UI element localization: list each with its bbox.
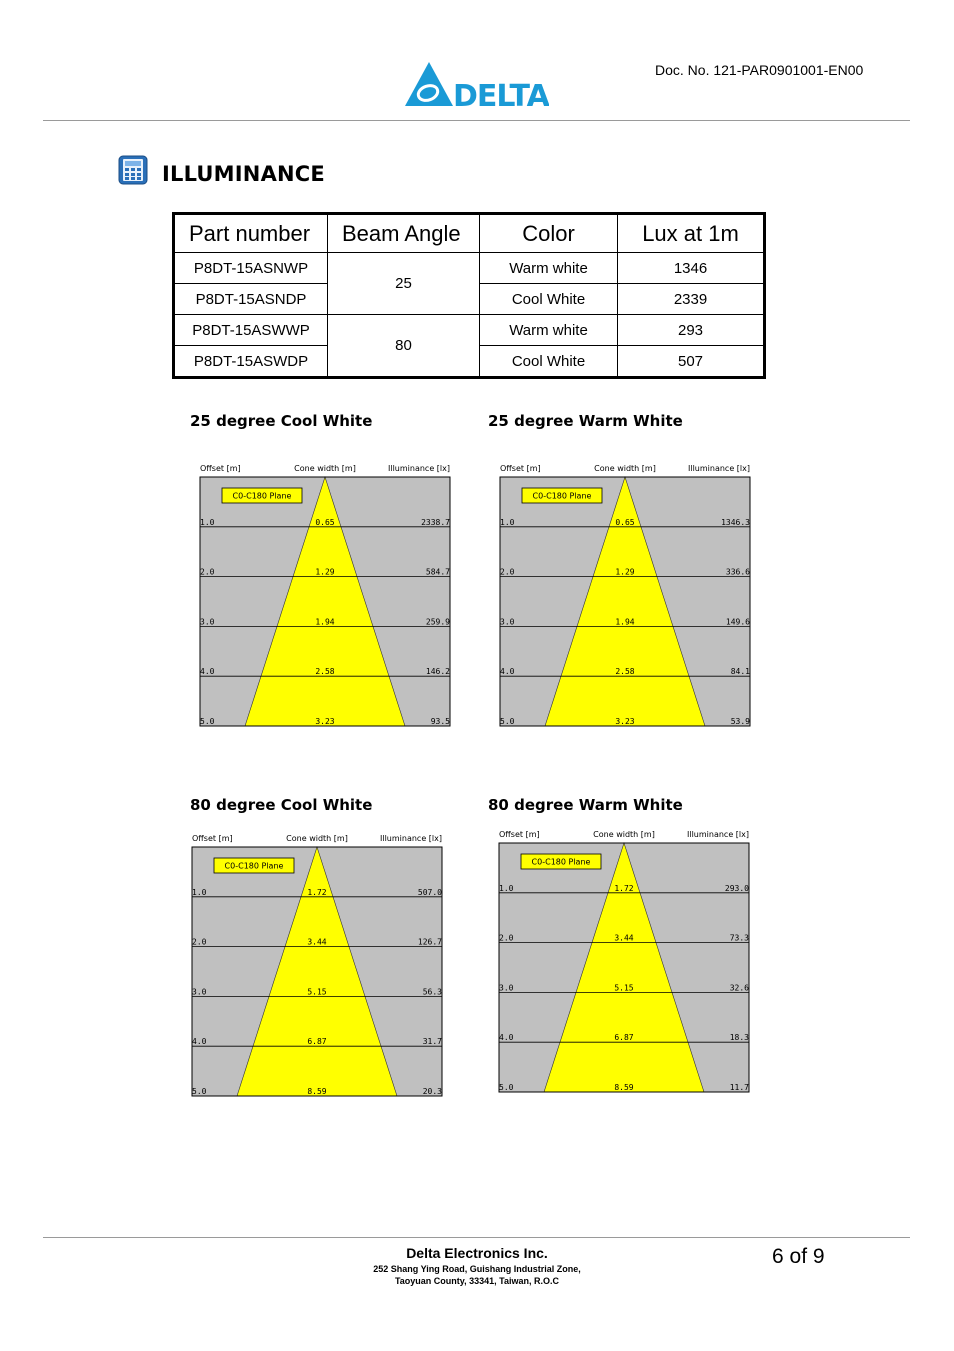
plane-label: C0-C180 Plane	[232, 491, 292, 501]
illuminance-header: Illuminance [lx]	[687, 830, 749, 839]
header-beam-angle: Beam Angle	[328, 214, 480, 253]
illuminance-label: 507.0	[417, 887, 442, 897]
cone-width-label: 5.15	[307, 987, 327, 997]
cone-diagram	[498, 460, 754, 728]
color-cell: Warm white	[480, 315, 618, 346]
illuminance-header: Illuminance [lx]	[688, 464, 750, 473]
plane-label: C0-C180 Plane	[531, 857, 591, 867]
illuminance-label: 149.6	[725, 617, 750, 627]
offset-label: 4.0	[200, 667, 215, 677]
cone-width-label: 1.72	[614, 883, 634, 893]
offset-label: 5.0	[200, 717, 215, 726]
diagram-caption: 80 degree Warm White	[488, 796, 683, 814]
illuminance-label: 146.2	[425, 667, 450, 677]
offset-label: 1.0	[500, 517, 515, 527]
offset-header: Offset [m]	[200, 464, 241, 473]
delta-logo	[403, 60, 549, 110]
header-divider	[43, 120, 910, 121]
cone-width-header: Cone width [m]	[286, 834, 348, 843]
document-number: Doc. No. 121-PAR0901001-EN00	[655, 62, 864, 78]
page-number: 6 of 9	[772, 1245, 825, 1268]
illuminance-label: 18.3	[729, 1033, 749, 1043]
offset-label: 1.0	[200, 517, 215, 527]
offset-label: 2.0	[192, 937, 207, 947]
cone-width-label: 1.72	[307, 887, 327, 897]
cone-diagram	[497, 826, 753, 1094]
cone-width-label: 0.65	[615, 517, 635, 527]
color-cell: Cool White	[480, 284, 618, 315]
part-number-cell: P8DT-15ASNDP	[174, 284, 328, 315]
part-number-cell: P8DT-15ASNWP	[174, 253, 328, 284]
cone-width-label: 3.23	[315, 717, 335, 726]
plane-label: C0-C180 Plane	[224, 861, 284, 871]
offset-label: 2.0	[499, 933, 514, 943]
illuminance-label: 11.7	[729, 1083, 749, 1092]
header-lux: Lux at 1m	[618, 214, 765, 253]
cone-width-label: 2.58	[315, 667, 335, 677]
header-color: Color	[480, 214, 618, 253]
color-cell: Cool White	[480, 346, 618, 378]
cone-width-label: 5.15	[614, 983, 634, 993]
illuminance-label: 2338.7	[421, 517, 450, 527]
illuminance-label: 584.7	[425, 567, 450, 577]
cone-width-header: Cone width [m]	[594, 464, 656, 473]
offset-label: 2.0	[200, 567, 215, 577]
footer-divider	[43, 1237, 910, 1238]
illuminance-label: 293.0	[724, 883, 749, 893]
illuminance-label: 56.3	[422, 987, 442, 997]
cone-width-label: 1.29	[615, 567, 635, 577]
color-cell: Warm white	[480, 253, 618, 284]
table-header-row	[174, 214, 765, 253]
cone-width-header: Cone width [m]	[294, 464, 356, 473]
cone-width-label: 3.23	[615, 717, 635, 726]
company-address-line: Taoyuan County, 33341, Taiwan, R.O.C	[394, 1276, 560, 1286]
illuminance-header: Illuminance [lx]	[388, 464, 450, 473]
cone-width-header: Cone width [m]	[593, 830, 655, 839]
offset-label: 3.0	[500, 617, 515, 627]
cone-width-label: 3.44	[614, 933, 634, 943]
part-number-cell: P8DT-15ASWWP	[174, 315, 328, 346]
cone-width-label: 1.94	[615, 617, 635, 627]
illuminance-label: 32.6	[729, 983, 749, 993]
offset-header: Offset [m]	[499, 830, 540, 839]
illuminance-label: 336.6	[725, 567, 750, 577]
beam-angle-cell: 80	[328, 315, 480, 378]
diagram-caption: 80 degree Cool White	[190, 796, 373, 814]
illuminance-label: 31.7	[422, 1037, 442, 1047]
header-part-number: Part number	[174, 214, 328, 253]
offset-label: 1.0	[192, 887, 207, 897]
logo-wordmark: DELTA	[453, 79, 549, 110]
illuminance-label: 20.3	[422, 1087, 442, 1096]
offset-label: 4.0	[499, 1033, 514, 1043]
illuminance-label: 259.9	[425, 617, 450, 627]
cone-diagram	[198, 460, 454, 728]
beam-angle-cell: 25	[328, 253, 480, 315]
cone-width-label: 1.29	[315, 567, 335, 577]
offset-label: 3.0	[192, 987, 207, 997]
cone-width-label: 8.59	[614, 1083, 634, 1092]
offset-header: Offset [m]	[192, 834, 233, 843]
table-row	[174, 253, 765, 284]
lux-cell: 2339	[618, 284, 765, 315]
cone-width-label: 8.59	[307, 1087, 327, 1096]
diagram-caption: 25 degree Cool White	[190, 412, 373, 430]
offset-label: 1.0	[499, 883, 514, 893]
cone-width-label: 2.58	[615, 667, 635, 677]
illuminance-label: 93.5	[430, 717, 450, 726]
illuminance-label: 1346.3	[721, 517, 750, 527]
illuminance-label: 73.3	[729, 933, 749, 943]
calculator-icon	[118, 155, 148, 185]
illuminance-label: 53.9	[730, 717, 750, 726]
offset-label: 4.0	[500, 667, 515, 677]
illuminance-header: Illuminance [lx]	[380, 834, 442, 843]
offset-label: 4.0	[192, 1037, 207, 1047]
company-address-line: 252 Shang Ying Road, Guishang Industrial Zone,	[373, 1264, 581, 1274]
illuminance-label: 84.1	[730, 667, 750, 677]
cone-width-label: 1.94	[315, 617, 335, 627]
offset-label: 5.0	[500, 717, 515, 726]
table-row	[174, 315, 765, 346]
offset-label: 5.0	[499, 1083, 514, 1092]
cone-width-label: 6.87	[614, 1033, 634, 1043]
section-title: ILLUMINANCE	[162, 162, 325, 186]
lux-cell: 507	[618, 346, 765, 378]
offset-label: 2.0	[500, 567, 515, 577]
offset-header: Offset [m]	[500, 464, 541, 473]
illuminance-table	[172, 212, 766, 379]
part-number-cell: P8DT-15ASWDP	[174, 346, 328, 378]
lux-cell: 293	[618, 315, 765, 346]
cone-width-label: 0.65	[315, 517, 335, 527]
cone-diagram	[190, 830, 446, 1098]
company-name: Delta Electronics Inc.	[406, 1245, 548, 1261]
lux-cell: 1346	[618, 253, 765, 284]
offset-label: 3.0	[200, 617, 215, 627]
diagram-caption: 25 degree Warm White	[488, 412, 683, 430]
plane-label: C0-C180 Plane	[532, 491, 592, 501]
offset-label: 5.0	[192, 1087, 207, 1096]
offset-label: 3.0	[499, 983, 514, 993]
cone-width-label: 3.44	[307, 937, 327, 947]
illuminance-label: 126.7	[417, 937, 442, 947]
cone-width-label: 6.87	[307, 1037, 327, 1047]
